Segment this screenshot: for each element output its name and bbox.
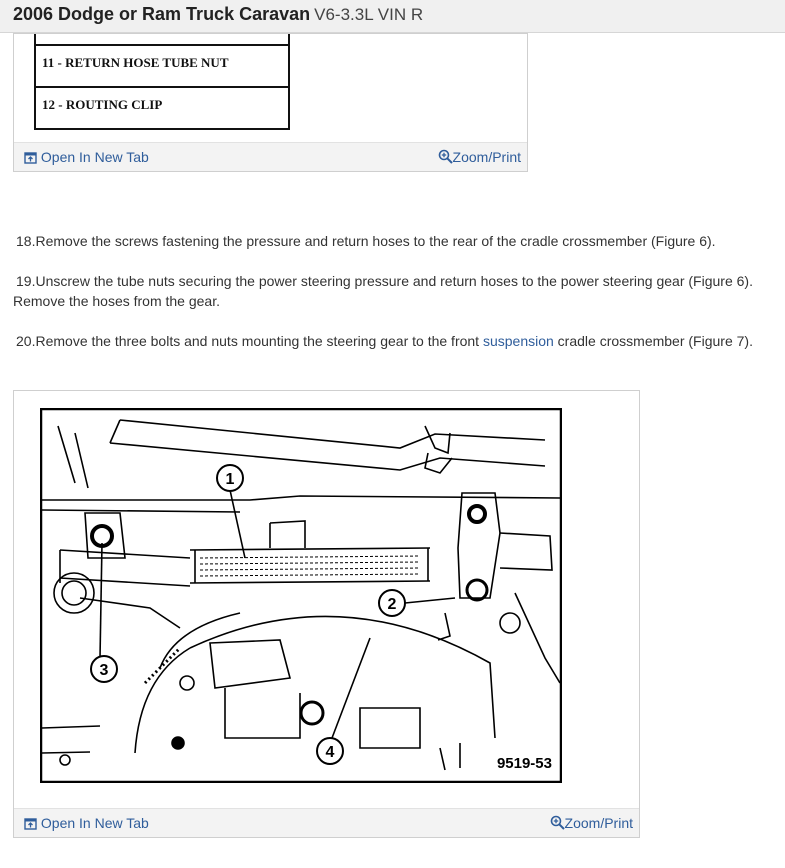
figure-7-box <box>13 390 640 838</box>
zoom-print-label: Zoom/Print <box>564 815 633 831</box>
svg-text:2: 2 <box>387 596 397 613</box>
callout-4 <box>317 738 343 764</box>
open-in-new-tab-link[interactable] <box>24 815 149 831</box>
figure-footer <box>14 808 639 837</box>
page-header <box>0 0 785 33</box>
step-number: 19. <box>16 273 36 289</box>
step-text: Remove the three bolts and nuts mounting the steering gear to the front <box>35 333 483 349</box>
callout-3 <box>91 656 117 682</box>
zoom-print-link[interactable] <box>550 815 633 831</box>
legend-row: 11 - RETURN HOSE TUBE NUT <box>34 46 290 88</box>
svg-text:1: 1 <box>225 471 235 488</box>
zoom-print-link[interactable] <box>438 149 521 165</box>
step-19 <box>13 271 773 311</box>
step-text: cradle crossmember (Figure 7). <box>553 333 753 349</box>
magnifier-plus-icon <box>438 149 453 164</box>
callout-1 <box>217 465 243 491</box>
svg-text:4: 4 <box>325 744 335 761</box>
figure-code: 9519-53 <box>496 755 552 772</box>
open-in-new-tab-link[interactable] <box>24 149 149 165</box>
magnifier-plus-icon <box>550 815 565 830</box>
svg-text:3: 3 <box>99 662 109 679</box>
open-new-tab-icon <box>24 152 37 164</box>
step-number: 20. <box>16 333 36 349</box>
figure-6-box <box>13 33 528 172</box>
step-text: Unscrew the tube nuts securing the power steering pressure and return hoses to the power steering gear (Figure 6). Remove the hoses from the gear. <box>13 273 753 309</box>
legend-row-top-stub <box>34 34 290 46</box>
callout-2 <box>379 590 405 616</box>
legend-row: 12 - ROUTING CLIP <box>34 88 290 130</box>
step-18 <box>13 231 773 251</box>
step-number: 18. <box>16 233 36 249</box>
engine-subtitle: V6-3.3L VIN R <box>314 5 424 24</box>
figure-footer <box>14 142 527 171</box>
open-new-tab-icon <box>24 818 37 830</box>
steering-gear-mounting-illustration <box>40 408 562 783</box>
step-text: Remove the screws fastening the pressure and return hoses to the rear of the cradle crossmember (Figure 6). <box>35 233 716 249</box>
open-in-new-tab-label: Open In New Tab <box>40 149 149 165</box>
vehicle-title: 2006 Dodge or Ram Truck Caravan <box>13 4 311 24</box>
open-in-new-tab-label: Open In New Tab <box>40 815 149 831</box>
step-20 <box>13 331 773 351</box>
zoom-print-label: Zoom/Print <box>452 149 521 165</box>
suspension-link[interactable]: suspension <box>482 333 554 349</box>
